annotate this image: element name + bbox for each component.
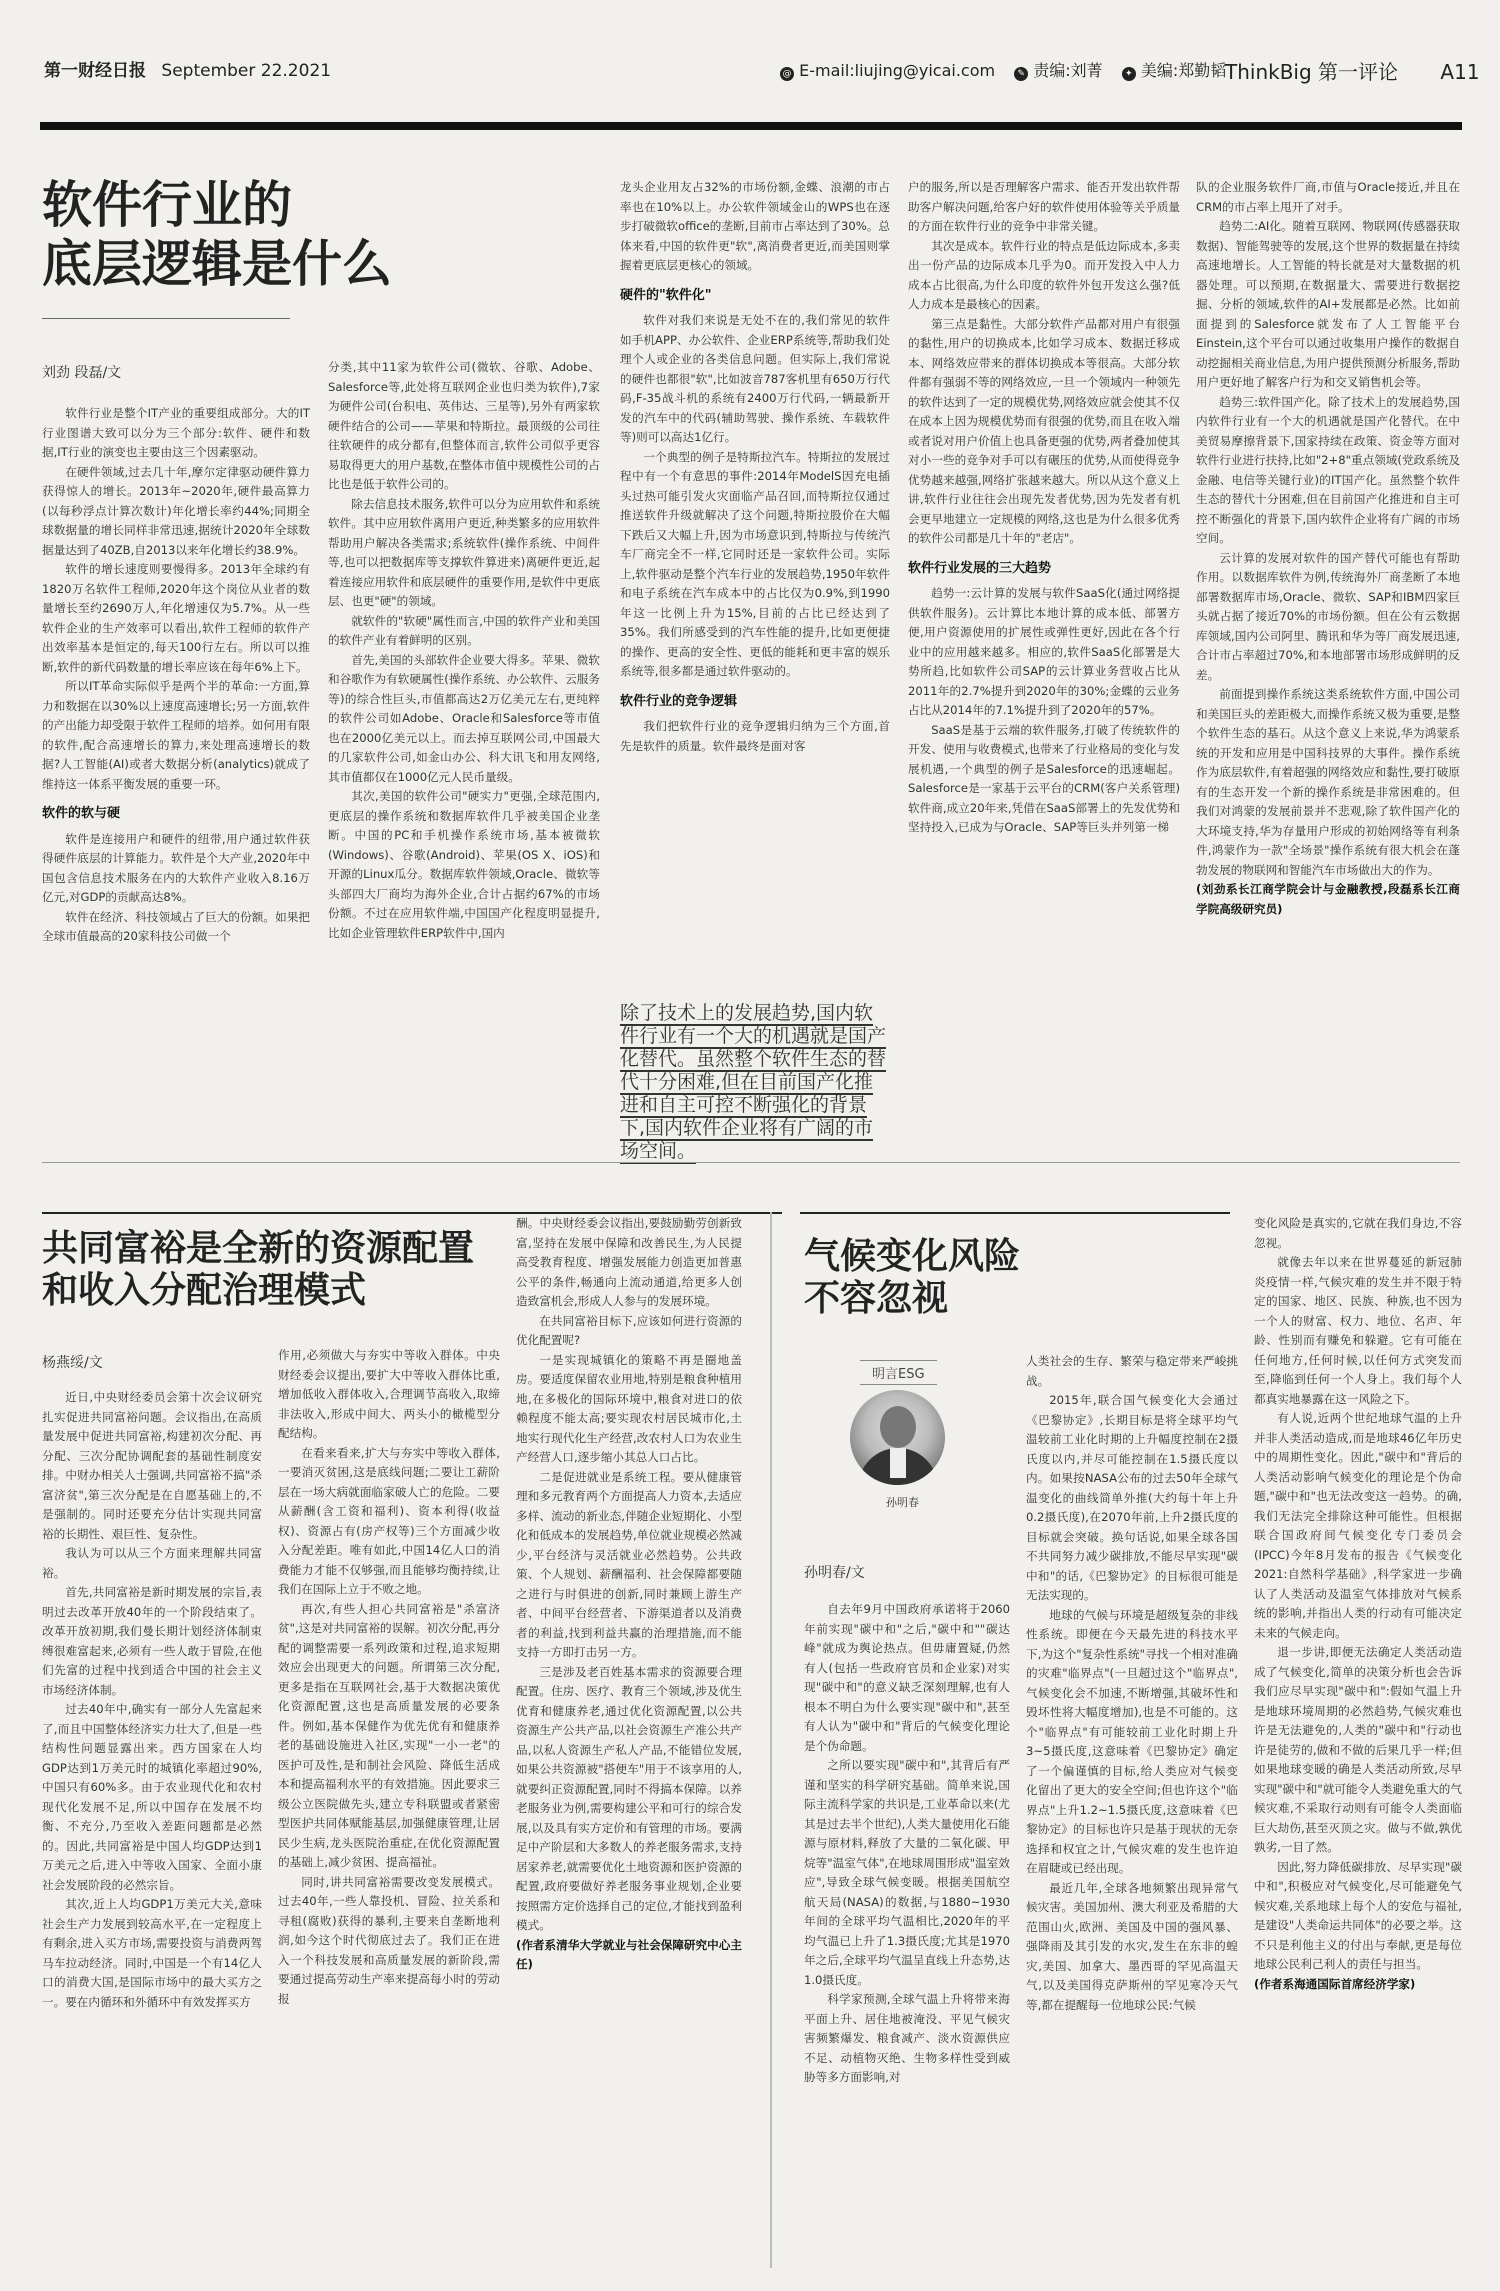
paragraph: 分类,其中11家为软件公司(微软、谷歌、Adobe、Salesforce等,此处将互联网企业也归类为软件),7家为硬件公司(台积电、英伟达、三星等),另外有两家软硬件结合的公司——苹果和特斯拉。最顶级的公司往往软硬件的成分都有,但整体而言,软件公司似乎更容易取得更大的用户基数,在整体市值中规模性公司的占比也是低于软件公司的。 [328, 360, 600, 491]
email-icon: @ [780, 67, 794, 81]
author-photo [850, 1390, 945, 1485]
paragraph: 趋势三:软件国产化。除了技术上的发展趋势,国内软件行业有一个大的机遇就是国产化替代。在中美贸易摩擦背景下,国家持续在政策、资金等方面对软件行业进行扶持,比如"2+8"重点领域(党政系统及金融、电信等关键行业)的IT国产化。虽然整个软件生态的替代十分困难,但在目前国产化推进和自主可控不断强化的背景下,国内软件企业将有广阔的市场空间。 [1196, 394, 1460, 545]
paragraph: 退一步讲,即便无法确定人类活动造成了气候变化,简单的决策分析也会告诉我们应尽早实现"碳中和":假如气温上升是地球环境周期的必然趋势,气候灾难也许是无法避免的,人类的"碳中和"行动也许是徒劳的,做和不做的后果几乎一样;但如果地球变暖的确是人类活动所致,尽早实现"碳中和"就可能令人类避免重大的气候灾难,不采取行动则有可能令人类面临巨大劫伤,甚至灭顶之灾。做与不做,孰优孰劣,一目了然。 [1254, 1645, 1462, 1854]
paragraph: 首先,美国的头部软件企业要大得多。苹果、微软和谷歌作为有软硬属性(操作系统、办公软件、云服务等)的综合性巨头,市值都高达2万亿美元左右,更纯粹的软件公司如Adobe、Oracle和Salesforce等市值也在2000亿美元以上。而去掉互联网公司,中国最大的几家软件公司,如金山办公、科大讯飞和用友网络,其市值都仅在1000亿元人民币量级。 [328, 652, 600, 784]
paragraph: 最近几年,全球各地频繁出现异常气候灾害。美国加州、澳大利亚及希腊的大范围山火,欧洲、美国及中国的强风暴、强降雨及其引发的水灾,发生在东非的蝗灾,美国、加拿大、墨西哥的罕见高温天气,以及美国得克萨斯州的罕见寒冷天气等,都在提醒每一位地球公民:气候 [1026, 1880, 1238, 2012]
editor: 责编:刘菁 [1033, 61, 1103, 80]
subhead: 软件行业的竞争逻辑 [620, 693, 738, 709]
article1-title-rule [42, 318, 290, 319]
paragraph: 我认为可以从三个方面来理解共同富裕。 [42, 1546, 262, 1580]
paragraph: 科学家预测,全球气温上升将带来海平面上升、居住地被淹没、平见气候灾害频繁爆发、粮食减产、淡水资源供应不足、动植物灭绝、生物多样性受到威胁等多方面影响,对 [804, 1992, 1010, 2084]
contact-info [780, 58, 1226, 81]
paragraph: 其次是成本。软件行业的特点是低边际成本,多卖出一份产品的边际成本几乎为0。而开发投入中人力成本占比很高,为什么印度的软件外包开发这么强?低人力成本是最核心的因素。 [908, 238, 1180, 311]
paragraph: 趋势一:云计算的发展与软件SaaS化(通过网络提供软件服务)。云计算比本地计算的成本低、部署方便,用户资源使用的扩展性或弹性更好,因此在各个行业中的应用越来越多。相应的,软件SaaS化部署是大势所趋,比如软件公司SAP的云计算业务营收占比从2011年的2.7%提升到2020年的30%;金蝶的云业务占比从2014年的7.1%提升到了2020年的57%。 [908, 586, 1180, 717]
subhead: 软件行业发展的三大趋势 [908, 560, 1052, 576]
email[interactable]: E-mail:liujing@yicai.com [799, 61, 996, 80]
subhead: 硬件的"软件化" [620, 287, 712, 303]
article1-col3 [620, 178, 890, 990]
paragraph: 软件是连接用户和硬件的纽带,用户通过软件获得硬件底层的计算能力。软件是个大产业,2020年中国包含信息技术服务在内的大软件产业收入8.16万亿元,对GDP的贡献高达8%。 [42, 831, 310, 904]
paragraph: 过去40年中,确实有一部分人先富起来了,而且中国整体经济实力壮大了,但是一些结构性问题显露出来。西方国家在人均GDP达到1万美元时的城镇化率超过90%,中国只有60%多。由于农业现代化和农村现代化发展不足,所以中国存在发展不均衡、不充分,乃至收入差距问题都是必然的。因此,共同富裕是中国人均GDP达到1万美元之后,进入中等收入国家、全面小康社会发展阶段的必然宗旨。 [42, 1702, 262, 1892]
subhead: 软件的软与硬 [42, 806, 121, 821]
paragraph: 就像去年以来在世界蔓延的新冠肺炎疫情一样,气候灾难的发生并不限于特定的国家、地区、民族、种族,也不因为一个人的财富、权力、地位、名声、年龄、性别而有赚免和躲避。它有可能在任何地方,任何时候,以任何方式突发而至,降临到任何一个人身上。我们每个人都真实地暴露在这一风险之下。 [1254, 1255, 1462, 1406]
paragraph: 地球的气候与环境是超级复杂的非线性系统。即便在今天最先进的科技水平下,为这个"复杂性系统"寻找一个相对准确的灾难"临界点"(一旦超过这个"临界点",气候变化会不加速,不断增强,其破坏性和毁坏性将大幅度增加),也是不可能的。这个"临界点"有可能较前工业化时期上升3~5摄氏度,这意味着《巴黎协定》确定了一个偏谨慎的目标,给人类应对气候变化留出了更大的安全空间;但也许这个"临界点"上升1.2~1.5摄氏度,这意味着《巴黎协定》的目标也许只是基于现状的无奈选择和权宜之计,气候灾难的发生也许迫在眉睫或已经出现。 [1026, 1607, 1238, 1875]
paragraph: 在共同富裕目标下,应该如何进行资源的优化配置呢? [516, 1313, 742, 1347]
article1-title-line1: 软件行业的 [42, 176, 292, 234]
article1-col2 [328, 358, 600, 1144]
paragraph: 在看来看来,扩大与夯实中等收入群体,一要消灭贫困,这是底线问题;二要让工薪阶层在一场大病就面临家破人亡的危险。二要从薪酬(含工资和福利)、资本利得(收益权)、资源占有(房产权等)三个方面减少收入分配差距。唯有如此,中国14亿人口的消费能力才能不仅够强,而且能够均衡持续,让我们在国际上立于不败之地。 [278, 1445, 500, 1596]
article2-title-line1: 共同富裕是全新的资源配置 [42, 1228, 475, 1269]
paragraph: 就软件的"软硬"属性而言,中国的软件产业和美国的软件产业有着鲜明的区别。 [328, 613, 600, 647]
article2-col2 [278, 1346, 500, 2268]
paragraph: 近日,中央财经委员会第十次会议研究扎实促进共同富裕问题。会议指出,在高质量发展中促进共同富裕,构建初次分配、再分配、三次分配协调配套的基础性制度安排。中财办相关人士强调,共同富裕不搞"杀富济贫",第三次分配是在自愿基础上的,不是强制的。同时还要充分估计实现共同富裕的长期性、艰巨性、复杂性。 [42, 1390, 262, 1541]
pull-quote [620, 1002, 890, 1163]
paragraph: 前面提到操作系统这类系统软件方面,中国公司和美国巨头的差距极大,而操作系统又极为重要,是整个软件生态的基石。从这个意义上来说,华为鸿蒙系统的开发和应用是中国科技界的大事件。操作系统作为底层软件,有着超强的网络效应和黏性,要打破原有的生态开发一个新的操作系统是非常困难的。但我们对鸿蒙的发展前景并不悲观,除了软件国产化的大环境支持,华为存量用户形成的初始网络等有利条件,鸿蒙作为一款"全场景"操作系统有很大机会在蓬勃发展的物联网和智能汽车市场做出大的作为。 [1196, 687, 1460, 877]
article1-title-line2: 底层逻辑是什么 [42, 235, 392, 293]
page-number: A11 [1440, 60, 1480, 84]
paragraph: 队的企业服务软件厂商,市值与Oracle接近,并且在CRM的市占率上甩开了对手。 [1196, 180, 1460, 214]
article3-col2 [1026, 1352, 1238, 2268]
photo-caption: 孙明春 [886, 1496, 919, 1509]
paragraph: 作用,必须做大与夯实中等收入群体。中央财经委会议提出,要扩大中等收入群体比重,增加低收入群体收入,合理调节高收入,取缔非法收入,形成中间大、两头小的橄榄型分配结构。 [278, 1348, 500, 1440]
article3-top-rule [800, 1212, 1230, 1214]
article1-headline [42, 176, 392, 294]
paragraph: 龙头企业用友占32%的市场份额,金蝶、浪潮的市占率也在10%以上。办公软件领域金山的WPS也在逐步打破微软office的垄断,目前市占率达到了30%。总体来看,中国的软件更"软",离消费者更近,而美国则掌握着更底层更核心的领域。 [620, 180, 890, 272]
paragraph: 有人说,近两个世纪地球气温的上升并非人类活动造成,而是地球46亿年历史中的周期性变化。因此,"碳中和"背后的人类活动影响气候变化的理论是个伪命题,"碳中和"也无法改变这一趋势。的确,我们无法完全排除这种可能性。但根据联合国政府间气候变化专门委员会(IPCC)今年8月发布的报告《气候变化2021:自然科学基础》,科学家进一步确认了人类活动及温室气体排放对气候系统的影响,并指出人类的行动有可能决定未来的气候走向。 [1254, 1411, 1462, 1640]
section-name: ThinkBig 第一评论 [1225, 60, 1399, 84]
paragraph: 趋势二:AI化。随着互联网、物联网(传感器获取数据)、智能驾驶等的发展,这个世界的数据量在持续高速地增长。人工智能的特长就是对大量数据的机器处理。可以预期,在数据量大、需要进行数据挖掘、分析的领域,软件的AI+发展都是必然。比如前面提到的Salesforce就发布了人工智能平台Einstein,这个平台可以通过收集用户操作的数据自动挖掘相关商业信息,为用户提供预测分析服务,帮助用户更好地了解客户行为和交叉销售机会等。 [1196, 219, 1460, 389]
article3-title-line1: 气候变化风险 [804, 1236, 1021, 1277]
paragraph: 首先,共同富裕是新时期发展的宗旨,表明过去改革开放40年的一个阶段结束了。改革开放初期,我们曼长期计划经济体制束缚很难富起来,必须有一些人敢于冒险,在他们先富的过程中找到适合中国的社会主义市场经济体制。 [42, 1585, 262, 1697]
photo-shirt [890, 1448, 906, 1478]
author-note: (作者系海通国际首席经济学家) [1254, 1976, 1416, 1991]
paragraph: 在硬件领域,过去几十年,摩尔定律驱动硬件算力获得惊人的增长。2013年~2020年,硬件最高算力(以每秒浮点计算次数计)年化增长率约44%;同期全球数据量的增长同样非常迅速,据统计2020年全球数据量达到了40ZB,自2013以来年化增长约38.9%。 [42, 464, 310, 557]
article3-headline [804, 1236, 1020, 1321]
paragraph: 我们把软件行业的竞争逻辑归纳为三个方面,首先是软件的质量。软件最终是面对客 [620, 719, 890, 753]
article3-col3 [1254, 1214, 1462, 2268]
article2-byline: 杨燕绥/文 [42, 1355, 103, 1371]
article3-col1 [804, 1600, 1010, 2268]
paragraph: 除去信息技术服务,软件可以分为应用软件和系统软件。其中应用软件离用户更近,种类繁多的应用软件帮助用户解决各类需求;系统软件(操作系统、中间件等,也可以把数据库等支撑软件算进来)离硬件更近,起着连接应用软件和底层硬件的重要作用,是软件中更底层、也更"硬"的领域。 [328, 496, 600, 608]
designer: 美编:郑勤韬 [1140, 61, 1227, 80]
article3-title-line2: 不容忽视 [804, 1278, 949, 1320]
paragraph: 所以IT革命实际似乎是两个半的革命:一方面,算力和数据在以30%以上速度高速增长;另一方面,软件的产出能力却受限于软件工程师的培养。如何用有限的软件,配合高速增长的算力,来处理高速增长的数据?人工智能(AI)或者大数据分析(analytics)就成了维持这一体系平衡发展的重要一环。 [42, 679, 310, 791]
article1-col5 [1196, 178, 1460, 1144]
column-name: 明言ESG [860, 1360, 937, 1385]
paragraph: 因此,努力降低碳排放、尽早实现"碳中和",积极应对气候变化,尽可能避免气候灾难,关系地球上每个人的安危与福祉,是建设"人类命运共同体"的必要之举。这不只是利他主义的付出与奉献,更是每位地球公民利己利人的责任与担当。 [1254, 1859, 1462, 1971]
designer-icon: ✦ [1122, 67, 1136, 81]
issue-date: September 22.2021 [161, 61, 332, 81]
pull-quote-text: 除了技术上的发展趋势,国内软件行业有一个大的机遇就是国产化替代。虽然整个软件生态的替代十分困难,但在目前国产化推进和自主可控不断强化的背景下,国内软件企业将有广阔的市场空间。 [620, 1002, 887, 1162]
paragraph: SaaS是基于云端的软件服务,打破了传统软件的开发、使用与收费模式,也带来了行业格局的变化与发展机遇,一个典型的例子是Salesforce的迅速崛起。Salesforce是一家基于云平台的CRM(客户关系管理)软件商,成立20年来,凭借在SaaS部署上的先发优势和坚持投入,已成为与Oracle、SAP等巨头并列第一梯 [908, 722, 1180, 834]
paragraph: 三是涉及老百姓基本需求的资源要合理配置。住房、医疗、教育三个领域,涉及优生优育和健康养老,通过优化资源配置,以公共资源生产公共产品,以社会资源生产准公共产品,以私人资源生产私人产品,不能错位发展,如果公共资源被"搭便车"用于不该享用的人,就要纠正资源配置,同时不得搞本保障。以养老服务业为例,需要构建公平和可行的综合发展,以及具有实方定价和有管理的市场。要满足中产阶层和大多数人的养老服务需求,支持居家养老,就需要优化土地资源和医护资源的配置,政府要做好养老服务事业规划,企业要按照需方定价选择自己的定位,才能找到盈利模式。 [516, 1664, 742, 1932]
article1-byline: 刘劲 段磊/文 [42, 365, 122, 381]
paragraph: 软件行业是整个IT产业的重要组成部分。大的IT行业图谱大致可以分为三个部分:软件、硬件和数据,IT行业的演变也主要由这三个因素驱动。 [42, 406, 310, 459]
article3-byline: 孙明春/文 [804, 1565, 865, 1581]
author-note: (刘劲系长江商学院会计与金融教授,段磊系长江商学院高级研究员) [1196, 882, 1460, 916]
paragraph: 第三点是黏性。大部分软件产品都对用户有很强的黏性,用户的切换成本,比如学习成本、数据迁移成本、网络效应带来的群体切换成本等很高。大部分软件都有强弱不等的网络效应,一旦一个领域内一种领先的软件达到了一定的规模优势,网络效应就会使其不仅在成本上因为规模优势而有很强的优势,而且在收入端或者说对用户价值上也具备更强的优势,两者叠加使其对小一些的竞争对手可以有碾压的优势,从而使得竞争优势越来越强,网络扩张越来越大。所以从这个意义上讲,软件行业往往会出现先发者优势,因为先发者有机会更早地建立一定规模的网络,这也是为什么很多优秀的软件公司都是几十年的"老店"。 [908, 316, 1180, 545]
article1-col4 [908, 178, 1180, 1144]
paragraph: 人类社会的生存、繁荣与稳定带来严峻挑战。 [1026, 1354, 1238, 1388]
paragraph: 一是实现城镇化的策略不再是圈地盖房。要适度保留农业用地,特别是粮食种植用地,在多极化的国际环境中,粮食对进口的依赖程度不能太高;要实现农村居民城市化,土地实行现代化生产经营,改农村人口为农业生产经营人口,逐步缩小其总人口占比。 [516, 1352, 742, 1464]
header-rule [40, 122, 1462, 130]
masthead [44, 56, 331, 81]
photo-head [880, 1406, 916, 1448]
article2-headline [42, 1228, 474, 1313]
paragraph: 户的服务,所以是否理解客户需求、能否开发出软件帮助客户解决问题,给客户好的软件使用体验等关乎质量的方面在软件行业的竞争中非常关键。 [908, 180, 1180, 233]
article2-col3 [516, 1214, 742, 2268]
paragraph: 同时,讲共同富裕需要改变发展模式。过去40年,一些人靠投机、冒险、拉关系和寻租(腐败)获得的暴利,主要来自垄断地利润,如今这个时代彻底过去了。我们正在进入一个科技发展和高质量发展的新阶段,需要通过提高劳动生产率来提高每小时的劳动报 [278, 1874, 500, 2006]
paragraph: 软件的增长速度则要慢得多。2013年全球约有1820万名软件工程师,2020年这个岗位从业者的数量增长至约2690万人,年化增速仅为5.7%。从一些软件企业的生产效率可以看出,软件工程师的软件产出效率基本是恒定的,每天100行左右。所以可以推断,软件的新代码数量的增长率应该在每年6%上下。 [42, 562, 310, 674]
paragraph: 云计算的发展对软件的国产替代可能也有帮助作用。以数据库软件为例,传统海外厂商垄断了本地部署数据库市场,Oracle、微软、SAP和IBM四家巨头就占据了接近70%的市场份额。但在公有云数据库领域,国内公司阿里、腾讯和华为等厂商发展迅速,合计市占率超过70%,和本地部署市场形成鲜明的反差。 [1196, 550, 1460, 682]
paragraph: 之所以要实现"碳中和",其背后有严谨和坚实的科学研究基础。简单来说,国际主流科学家的共识是,工业革命以来(尤其是过去半个世纪),人类大量使用化石能源与原材料,释放了大量的二氧化碳、甲烷等"温室气体",在地球周围形成"温室效应",导致全球气候变暖。根据美国航空航天局(NASA)的数据,与1880~1930年间的全球平均气温相比,2020年的平均气温已上升了1.3摄氏度;尤其是1970年之后,全球平均气温呈直线上升态势,达1.0摄氏度。 [804, 1758, 1010, 1987]
article2-title-line2: 和收入分配治理模式 [42, 1270, 367, 1312]
paragraph: 酬。中央财经委会议指出,要鼓励勤劳创新致富,坚持在发展中保障和改善民生,为人民提高受教育程度、增强发展能力创造更加普惠公平的条件,畅通向上流动通道,给更多人创造致富机会,形成人人参与的发展环境。 [516, 1216, 742, 1308]
paragraph: 二是促进就业是系统工程。要从健康管理和多元教育两个方面提高人力资本,去适应多样、流动的新业态,伴随企业短期化、小型化和低成本的发展趋势,单位就业规模必然减少,平台经济与灵活就业必然趋势。公共政策、个人规划、薪酬福利、社会保障都要随之进行与时俱进的创新,同时兼顾上游生产者、中间平台经营者、下游渠道者以及消费者的利益,找到利益共赢的治理措施,而不能支持一方即打击另一方。 [516, 1469, 742, 1659]
article2-col1 [42, 1388, 262, 2268]
article1-col1 [42, 404, 310, 1144]
paragraph: 再次,有些人担心共同富裕是"杀富济贫",这是对共同富裕的误解。初次分配,再分配的调整需要一系列政策和过程,追求短期效应会出现更大的问题。所谓第三次分配,更多是指在互联网社会,基于大数据决策优化资源配置,这也是高质量发展的必要条件。例如,基本保健作为优先优有和健康养老的基础设施进入社区,实现"一小一老"的医护可及性,是和制社会风险、降低生活成本和提高福利水平的有效措施。因此要求三级公立医院做先头,建立专科联盟或者紧密型医护共同体赋能基层,加强健康管理,让居民少生病,龙头医院治重症,在优化资源配置的基础上,减少贫困、提高福祉。 [278, 1601, 500, 1869]
article-separator [770, 1212, 772, 2268]
paragraph: 其次,近上人均GDP1万美元大关,意味社会生产力发展到较高水平,在一定程度上有剩余,进入买方市场,需要投资与消费两驾马车拉动经济。同时,中国是一个有14亿人口的消费大国,是国际市场中的最大买方之一。要在内循环和外循环中有效发挥买方 [42, 1897, 262, 2009]
paragraph: 一个典型的例子是特斯拉汽车。特斯拉的发展过程中有一个有意思的事件:2014年ModelS因充电插头过热可能引发火灾面临产品召回,而特斯拉仅通过推送软件升级就解决了这个问题,特斯拉股价在大幅下跌后又大幅上升,因为市场意识到,特斯拉与传统汽车厂商完全不一样,它同时还是一家软件公司。实际上,软件驱动是整个汽车行业的发展趋势,1950年软件和电子系统在汽车成本中的占比仅为0.9%,到1990年这一比例上升为15%,目前的占比已经达到了35%。我们所感受到的汽车性能的提升,比如更便捷的操作、更高的安全性、更低的能耗和更丰富的娱乐系统等,很多都是通过软件驱动的。 [620, 449, 890, 678]
section-header [1225, 56, 1480, 85]
article-divider [42, 1162, 1460, 1163]
paragraph: 2015年,联合国气候变化大会通过《巴黎协定》,长期目标是将全球平均气温较前工业化时期的上升幅度控制在2摄氏度以内,并尽可能控制在1.5摄氏度以内。如果按NASA公布的过去50年全球气温变化的曲线简单外推(大约每十年上升0.2摄氏度),在2070年前,上升2摄氏度的目标就会突破。换句话说,如果全球各国不共同努力减少碳排放,不能尽早实现"碳中和"的话,《巴黎协定》的目标很可能是无法实现的。 [1026, 1393, 1238, 1602]
paragraph: 变化风险是真实的,它就在我们身边,不容忽视。 [1254, 1216, 1462, 1250]
paper-name: 第一财经日报 [44, 61, 146, 81]
paragraph: 软件在经济、科技领域占了巨大的份额。如果把全球市值最高的20家科技公司做一个 [42, 909, 310, 943]
editor-icon: ✎ [1014, 67, 1028, 81]
paragraph: 自去年9月中国政府承诺将于2060年前实现"碳中和"之后,"碳中和""碳达峰"就成为舆论热点。但毋庸置疑,仍然有人(包括一些政府官员和企业家)对实现"碳中和"的意义缺乏深刻理解,也有人根本不明白为什么要实现"碳中和",甚至有人认为"碳中和"背后的气候变化理论是个伪命题。 [804, 1602, 1010, 1753]
paragraph: 软件对我们来说是无处不在的,我们常见的软件如手机APP、办公软件、企业ERP系统等,帮助我们处理个人或企业的各类信息问题。但实际上,我们常说的硬件也都很"软",比如波音787客机里有650万行代码,F-35战斗机的系统有2400万行代码,一辆最新开发的汽车中的代码(辅助驾驶、操作系统、车载软件等)则可以高达1亿行。 [620, 313, 890, 444]
author-note: (作者系清华大学就业与社会保障研究中心主任) [516, 1937, 742, 1971]
paragraph: 其次,美国的软件公司"硬实力"更强,全球范围内,更底层的操作系统和数据库软件几乎被美国企业垄断。中国的PC和手机操作系统市场,基本被微软(Windows)、谷歌(Android)、苹果(OS X、iOS)和开源的Linux瓜分。数据库软件领域,Oracle、微软等头部四大厂商均为海外企业,合计占据约67%的市场份额。不过在应用软件端,中国国产化程度明显提升,比如企业管理软件ERP软件中,国内 [328, 789, 600, 940]
